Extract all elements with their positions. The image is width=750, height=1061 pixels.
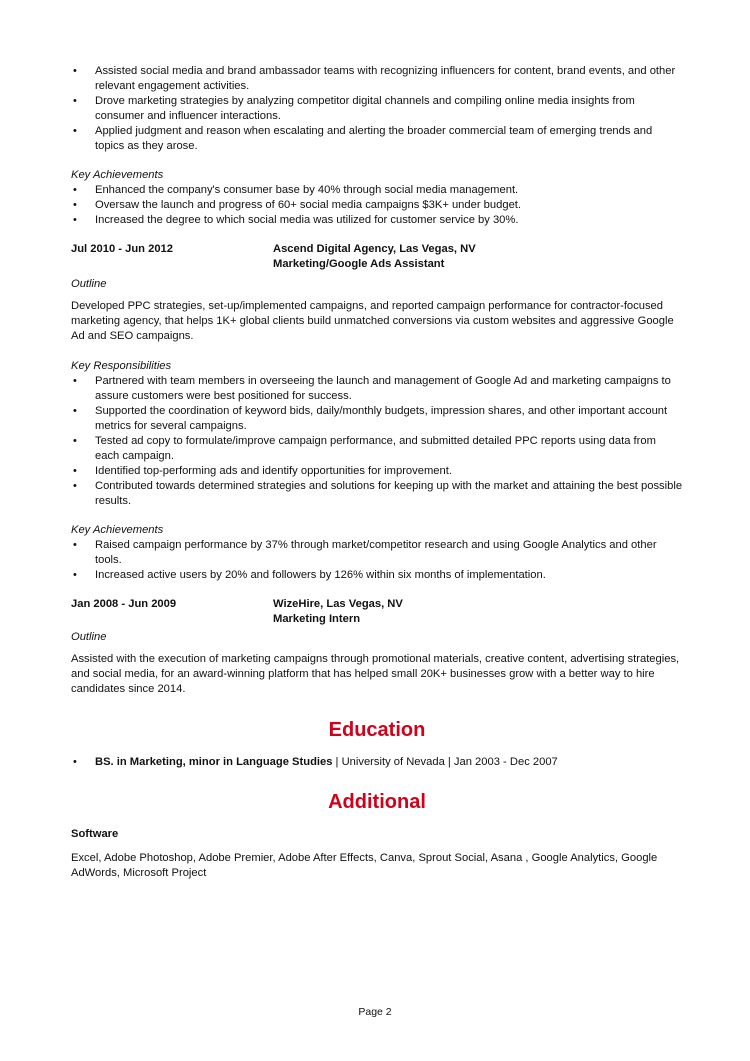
- outline-label: Outline: [71, 630, 107, 643]
- job-outline: Assisted with the execution of marketing campaigns through promotional materials, creative content, advertising strategies, and social media, for an award-winning platform that has helped small 20K+ businesses grow with a better way to hire candidates since 2014.: [71, 652, 680, 696]
- education-list: [71, 755, 683, 770]
- page-number: Page 2: [358, 1006, 392, 1018]
- school-and-dates: | University of Nevada | Jan 2003 - Dec 2007: [332, 756, 558, 769]
- job-title: Marketing Intern: [273, 612, 361, 625]
- job-company: Ascend Digital Agency, Las Vegas, NV: [273, 243, 476, 255]
- job-dates: Jul 2010 - Jun 2012: [71, 243, 173, 255]
- list-item: • Partnered with team members in overseeing the launch and management of Google Ad and marketing campaigns to assure customers were best positioned for success.: [71, 374, 683, 404]
- list-item: • Tested ad copy to formulate/improve campaign performance, and submitted detailed PPC reports using data from each campaign.: [71, 434, 683, 464]
- key-responsibilities-label: Key Responsibilities: [71, 359, 172, 372]
- list-item: • Supported the coordination of keyword bids, daily/monthly budgets, impression shares, and other important account metrics for several campaigns.: [71, 404, 683, 434]
- resume-page-2: [71, 64, 683, 882]
- degree: BS. in Marketing, minor in Language Studies: [95, 756, 333, 769]
- list-item: • Applied judgment and reason when escalating and alerting the broader commercial team of emerging trends and topics as they arose.: [71, 124, 683, 154]
- list-item: • Assisted social media and brand ambassador teams with recognizing influencers for content, brand events, and other relevant engagement activities.: [71, 64, 683, 94]
- job-company: WizeHire, Las Vegas, NV: [273, 597, 403, 610]
- list-item: • Drove marketing strategies by analyzing competitor digital channels and compiling online media insights from consumer and influencer interactions.: [71, 94, 683, 124]
- top-achievements-list: [71, 183, 683, 228]
- job-dates: Jan 2008 - Jun 2009: [71, 597, 177, 610]
- list-item: • Raised campaign performance by 37% through market/competitor research and using Google Analytics and other tools.: [71, 538, 683, 568]
- education-item: [71, 755, 683, 770]
- job-header-ascend: [71, 242, 683, 272]
- list-item: • Increased active users by 20% and followers by 126% within six months of implementation.: [71, 568, 683, 583]
- top-bullet-list: [71, 64, 683, 154]
- responsibilities-list: [71, 374, 683, 509]
- education-heading: Education: [328, 719, 426, 742]
- software-list: Excel, Adobe Photoshop, Adobe Premier, Adobe After Effects, Canva, Sprout Social, Asana , Google Analytics, Google AdWords, Microsoft Project: [71, 852, 658, 880]
- job-header-wizehire: [71, 597, 683, 627]
- key-achievements-label: Key Achievements: [71, 169, 164, 181]
- list-item: • Enhanced the company's consumer base by 40% through social media management.: [71, 183, 683, 198]
- key-achievements-label: Key Achievements: [71, 523, 164, 536]
- software-label: Software: [71, 828, 119, 841]
- list-item: • Contributed towards determined strategies and solutions for keeping up with the market and attaining the best possible results.: [71, 479, 683, 509]
- job-title: Marketing/Google Ads Assistant: [273, 258, 445, 270]
- list-item: • Identified top-performing ads and identify opportunities for improvement.: [71, 464, 683, 479]
- achievements-list: [71, 538, 683, 583]
- outline-label: Outline: [71, 278, 107, 290]
- job-outline: Developed PPC strategies, set-up/implemented campaigns, and reported campaign performance for contractor-focused marketing agency, that helps 1K+ global clients build unmatched conversions via custom websites and aggressive Google Ad and SEO campaigns.: [71, 300, 674, 343]
- list-item: • Oversaw the launch and progress of 60+ social media campaigns $3K+ under budget.: [71, 198, 683, 213]
- additional-heading: Additional: [328, 791, 426, 814]
- list-item: • Increased the degree to which social media was utilized for customer service by 30%.: [71, 213, 683, 228]
